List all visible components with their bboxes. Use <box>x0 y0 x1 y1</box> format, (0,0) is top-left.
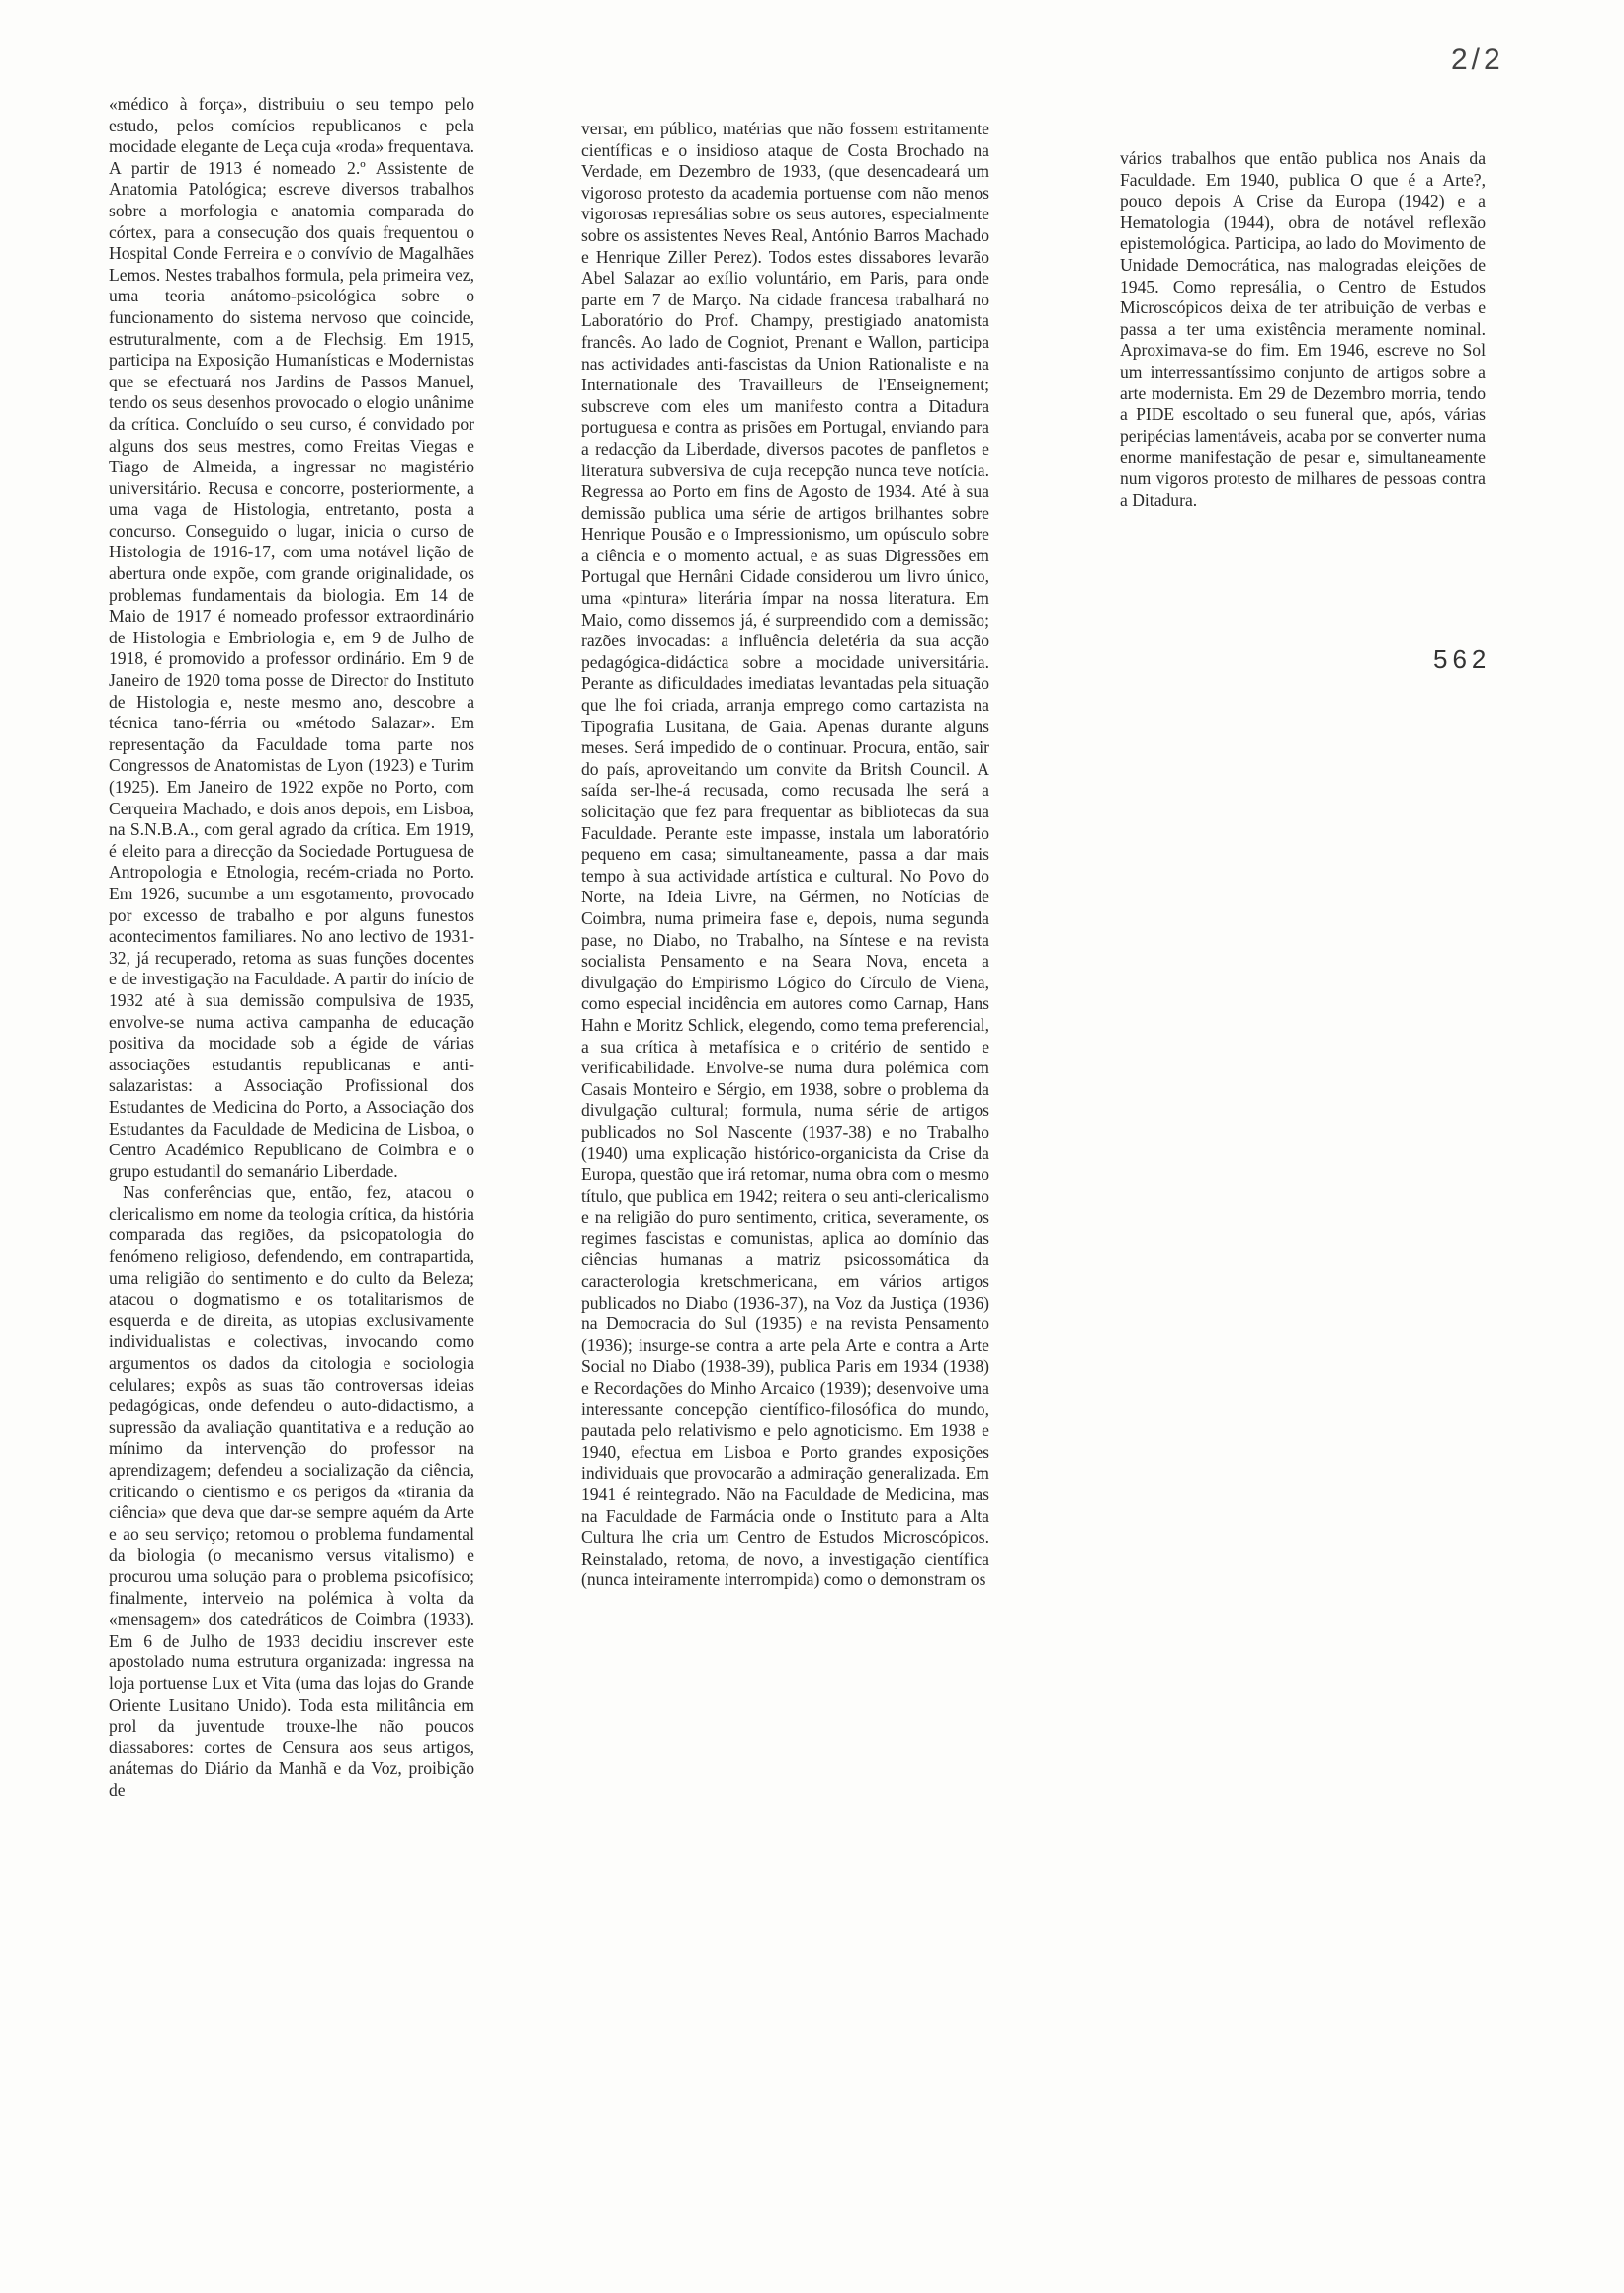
page-folio: 562 <box>1433 644 1492 674</box>
text-column-3 <box>1120 148 1486 511</box>
paragraph: vários trabalhos que então publica nos Anais da Faculdade. Em 1940, publica O que é a Arte?, pouco depois A Crise da Europa (1942) e a Hematologia (1944), obra de notável reflexão epistemológica. Participa, ao lado do Movimento de Unidade Democrática, nas malogradas eleições de 1945. Como represália, o Centro de Estudos Microscópicos deixa de ter atribuição de verbas e passa a ter uma existência meramente nominal. Aproximava-se do fim. Em 1946, escreve no Sol um interressantíssimo conjunto de artigos sobre a arte modernista. Em 29 de Dezembro morria, tendo a PIDE escoltado o seu funeral que, após, várias peripécias lamentáveis, acaba por se converter numa enorme manifestação de pesar e, simultaneamente num vigoros protesto de milhares de pessoas contra a Ditadura. <box>1120 148 1486 510</box>
text-column-2 <box>581 119 989 1591</box>
text-column-1 <box>109 94 474 1802</box>
paragraph: «médico à força», distribuiu o seu tempo pelo estudo, pelos comícios republicanos e pela mocidade elegante de Leça cuja «roda» frequentava. A partir de 1913 é nomeado 2.º Assistente de Anatomia Patológica; escreve diversos trabalhos sobre a morfologia e anatomia comparada do córtex, para a consecução dos quais frequentou o Hospital Conde Ferreira e o convívio de Magalhães Lemos. Nestes trabalhos formula, pela primeira vez, uma teoria anátomo-psicológica sobre o funcionamento do sistema nervoso que coincide, estruturalmente, com a de Flechsig. Em 1915, participa na Exposição Humanísticas e Modernistas que se efectuará nos Jardins de Passos Manuel, tendo os seus desenhos provocado o elogio unânime da crítica. Concluído o seu curso, é convidado por alguns dos seus mestres, como Freitas Viegas e Tiago de Almeida, a ingressar no magistério universitário. Recusa e concorre, posteriormente, a uma vaga de Histologia, entretanto, posta a concurso. Conseguido o lugar, inicia o curso de Histologia de 1916-17, com uma notável lição de abertura onde expõe, com grande originalidade, os problemas fundamentais da biologia. Em 14 de Maio de 1917 é nomeado professor extraordinário de Histologia e Embriologia e, em 9 de Julho de 1918, é promovido a professor ordinário. Em 9 de Janeiro de 1920 toma posse de Director do Instituto de Histologia e, neste mesmo ano, descobre a técnica tano-férria ou «método Salazar». Em representação da Faculdade toma parte nos Congressos de Anatomistas de Lyon (1923) e Turim (1925). Em Janeiro de 1922 expõe no Porto, com Cerqueira Machado, e dois anos depois, em Lisboa, na S.N.B.A., com geral agrado da crítica. Em 1919, é eleito para a direcção da Sociedade Portuguesa de Antropologia e Etnologia, recém-criada no Porto. Em 1926, sucumbe a um esgotamento, provocado por excesso de trabalho e por alguns funestos acontecimentos familiares. No ano lectivo de 1931-32, já recuperado, retoma as suas funções docentes e de investigação na Faculdade. A partir do início de 1932 até à sua demissão compulsiva de 1935, envolve-se numa activa campanha de educação positiva da mocidade sob a égide de várias associações estudantis republicanas e anti-salazaristas: a Associação Profissional dos Estudantes de Medicina do Porto, a Associação dos Estudantes da Faculdade de Medicina de Lisboa, o Centro Académico Republicano de Coimbra e o grupo estudantil do semanário Liberdade. <box>109 94 474 1181</box>
paragraph: Nas conferências que, então, fez, atacou o clericalismo em nome da teologia crítica, da história comparada das regiões, da psicopatologia do fenómeno religioso, defendendo, em contrapartida, uma religião do sentimento e do culto da Beleza; atacou o dogmatismo e os totalitarismos de esquerda e de direita, as utopias exclusivamente individualistas e colectivas, invocando como argumentos os dados da citologia e sociologia celulares; expôs as suas tão controversas ideias pedagógicas, onde defendeu o auto-didactismo, a supressão da avaliação quantitativa e a redução ao mínimo da intervenção do professor na aprendizagem; defendeu a socialização da ciência, criticando o cientismo e os perigos da «tirania da ciência» que deva que dar-se sempre aquém da Arte e ao seu serviço; retomou o problema fundamental da biologia (o mecanismo versus vitalismo) e procurou uma solução para o problema psicofísico; finalmente, interveio na polémica à volta da «mensagem» dos catedráticos de Coimbra (1933). Em 6 de Julho de 1933 decidiu inscrever este apostolado numa estrutura organizada: ingressa na loja portuense Lux et Vita (uma das lojas do Grande Oriente Lusitano Unido). Toda esta militância em prol da juventude trouxe-lhe não poucos diassabores: cortes de Censura aos seus artigos, anátemas do Diário da Manhã e da Voz, proibição de <box>109 1182 474 1800</box>
paragraph: versar, em público, matérias que não fossem estritamente científicas e o insidioso ataque de Costa Brochado na Verdade, em Dezembro de 1933, (que desencadeará um vigoroso protesto da academia portuense com não menos vigorosas represálias sobre os seus autores, especialmente sobre os assistentes Neves Real, António Barros Machado e Henrique Ziller Perez). Todos estes dissabores levarão Abel Salazar ao exílio voluntário, em Paris, para onde parte em 7 de Março. Na cidade francesa trabalhará no Laboratório do Prof. Champy, prestigiado anatomista francês. Ao lado de Cogniot, Prenant e Wallon, participa nas actividades anti-fascistas da Union Rationaliste e na Internationale des Travailleurs de l'Enseignement; subscreve com eles um manifesto contra a Ditadura portuguesa e contra as prisões em Portugal, enviando para a redacção da Liberdade, diversos pacotes de panfletos e literatura subversiva de cuja recepção nunca teve notícia. Regressa ao Porto em fins de Agosto de 1934. Até à sua demissão publica uma série de artigos brilhantes sobre Henrique Pousão e o Impressionismo, um opúsculo sobre a ciência e o momento actual, e as suas Digressões em Portugal que Hernâni Cidade considerou um livro único, uma «pintura» literária ímpar na nossa literatura. Em Maio, como dissemos já, é surpreendido com a demissão; razões invocadas: a influência deletéria da sua acção pedagógica-didáctica sobre a mocidade universitária. Perante as dificuldades imediatas levantadas pela situação que lhe foi criada, arranja emprego como cartazista na Tipografia Lusitana, de Gaia. Apenas durante alguns meses. Será impedido de o continuar. Procura, então, sair do país, aproveitando um convite da Britsh Council. A saída ser-lhe-á recusada, como recusada lhe será a solicitação que fez para frequentar as bibliotecas da sua Faculdade. Perante este impasse, instala um laboratório pequeno em casa; simultaneamente, passa a dar mais tempo à sua actividade artística e cultural. No Povo do Norte, na Ideia Livre, na Gérmen, no Notícias de Coimbra, numa primeira fase e, depois, numa segunda pase, no Diabo, no Trabalho, na Síntese e na revista socialista Pensamento e na Seara Nova, enceta a divulgação do Empirismo Lógico do Círculo de Viena, como especial incidência em autores como Carnap, Hans Hahn e Moritz Schlick, elegendo, como tema preferencial, a sua crítica à metafísica e o critério de sentido e verificabilidade. Envolve-se numa dura polémica com Casais Monteiro e Sérgio, em 1938, sobre o problema da divulgação cultural; formula, numa série de artigos publicados no Sol Nascente (1937-38) e no Trabalho (1940) uma explicação histórico-organicista da Crise da Europa, questão que irá retomar, numa obra com o mesmo título, que publica em 1942; reitera o seu anti-clericalismo e na religião do puro sentimento, critica, severamente, os regimes fascistas e comunistas, aplica ao domínio das ciências humanas a matriz psicossomática da caracterologia kretschmericana, em vários artigos publicados no Diabo (1936-37), na Voz da Justiça (1936) na Democracia do Sul (1935) e na revista Pensamento (1936); insurge-se contra a arte pela Arte e contra a Arte Social no Diabo (1938-39), publica Paris em 1934 (1938) e Recordações do Minho Arcaico (1939); desenvoive uma interessante concepção científico-filosófica do mundo, pautada pelo relativismo e pelo agnoticismo. Em 1938 e 1940, efectua em Lisboa e Porto grandes exposições individuais que provocarão a admiração generalizada. Em 1941 é reintegrado. Não na Faculdade de Medicina, mas na Faculdade de Farmácia onde o Instituto para a Alta Cultura lhe cria um Centro de Estudos Microscópicos. Reinstalado, retoma, de novo, a investigação científica (nunca inteiramente interrompida) como o demonstram os <box>581 119 989 1590</box>
page-marker: 2/2 <box>1451 43 1504 76</box>
